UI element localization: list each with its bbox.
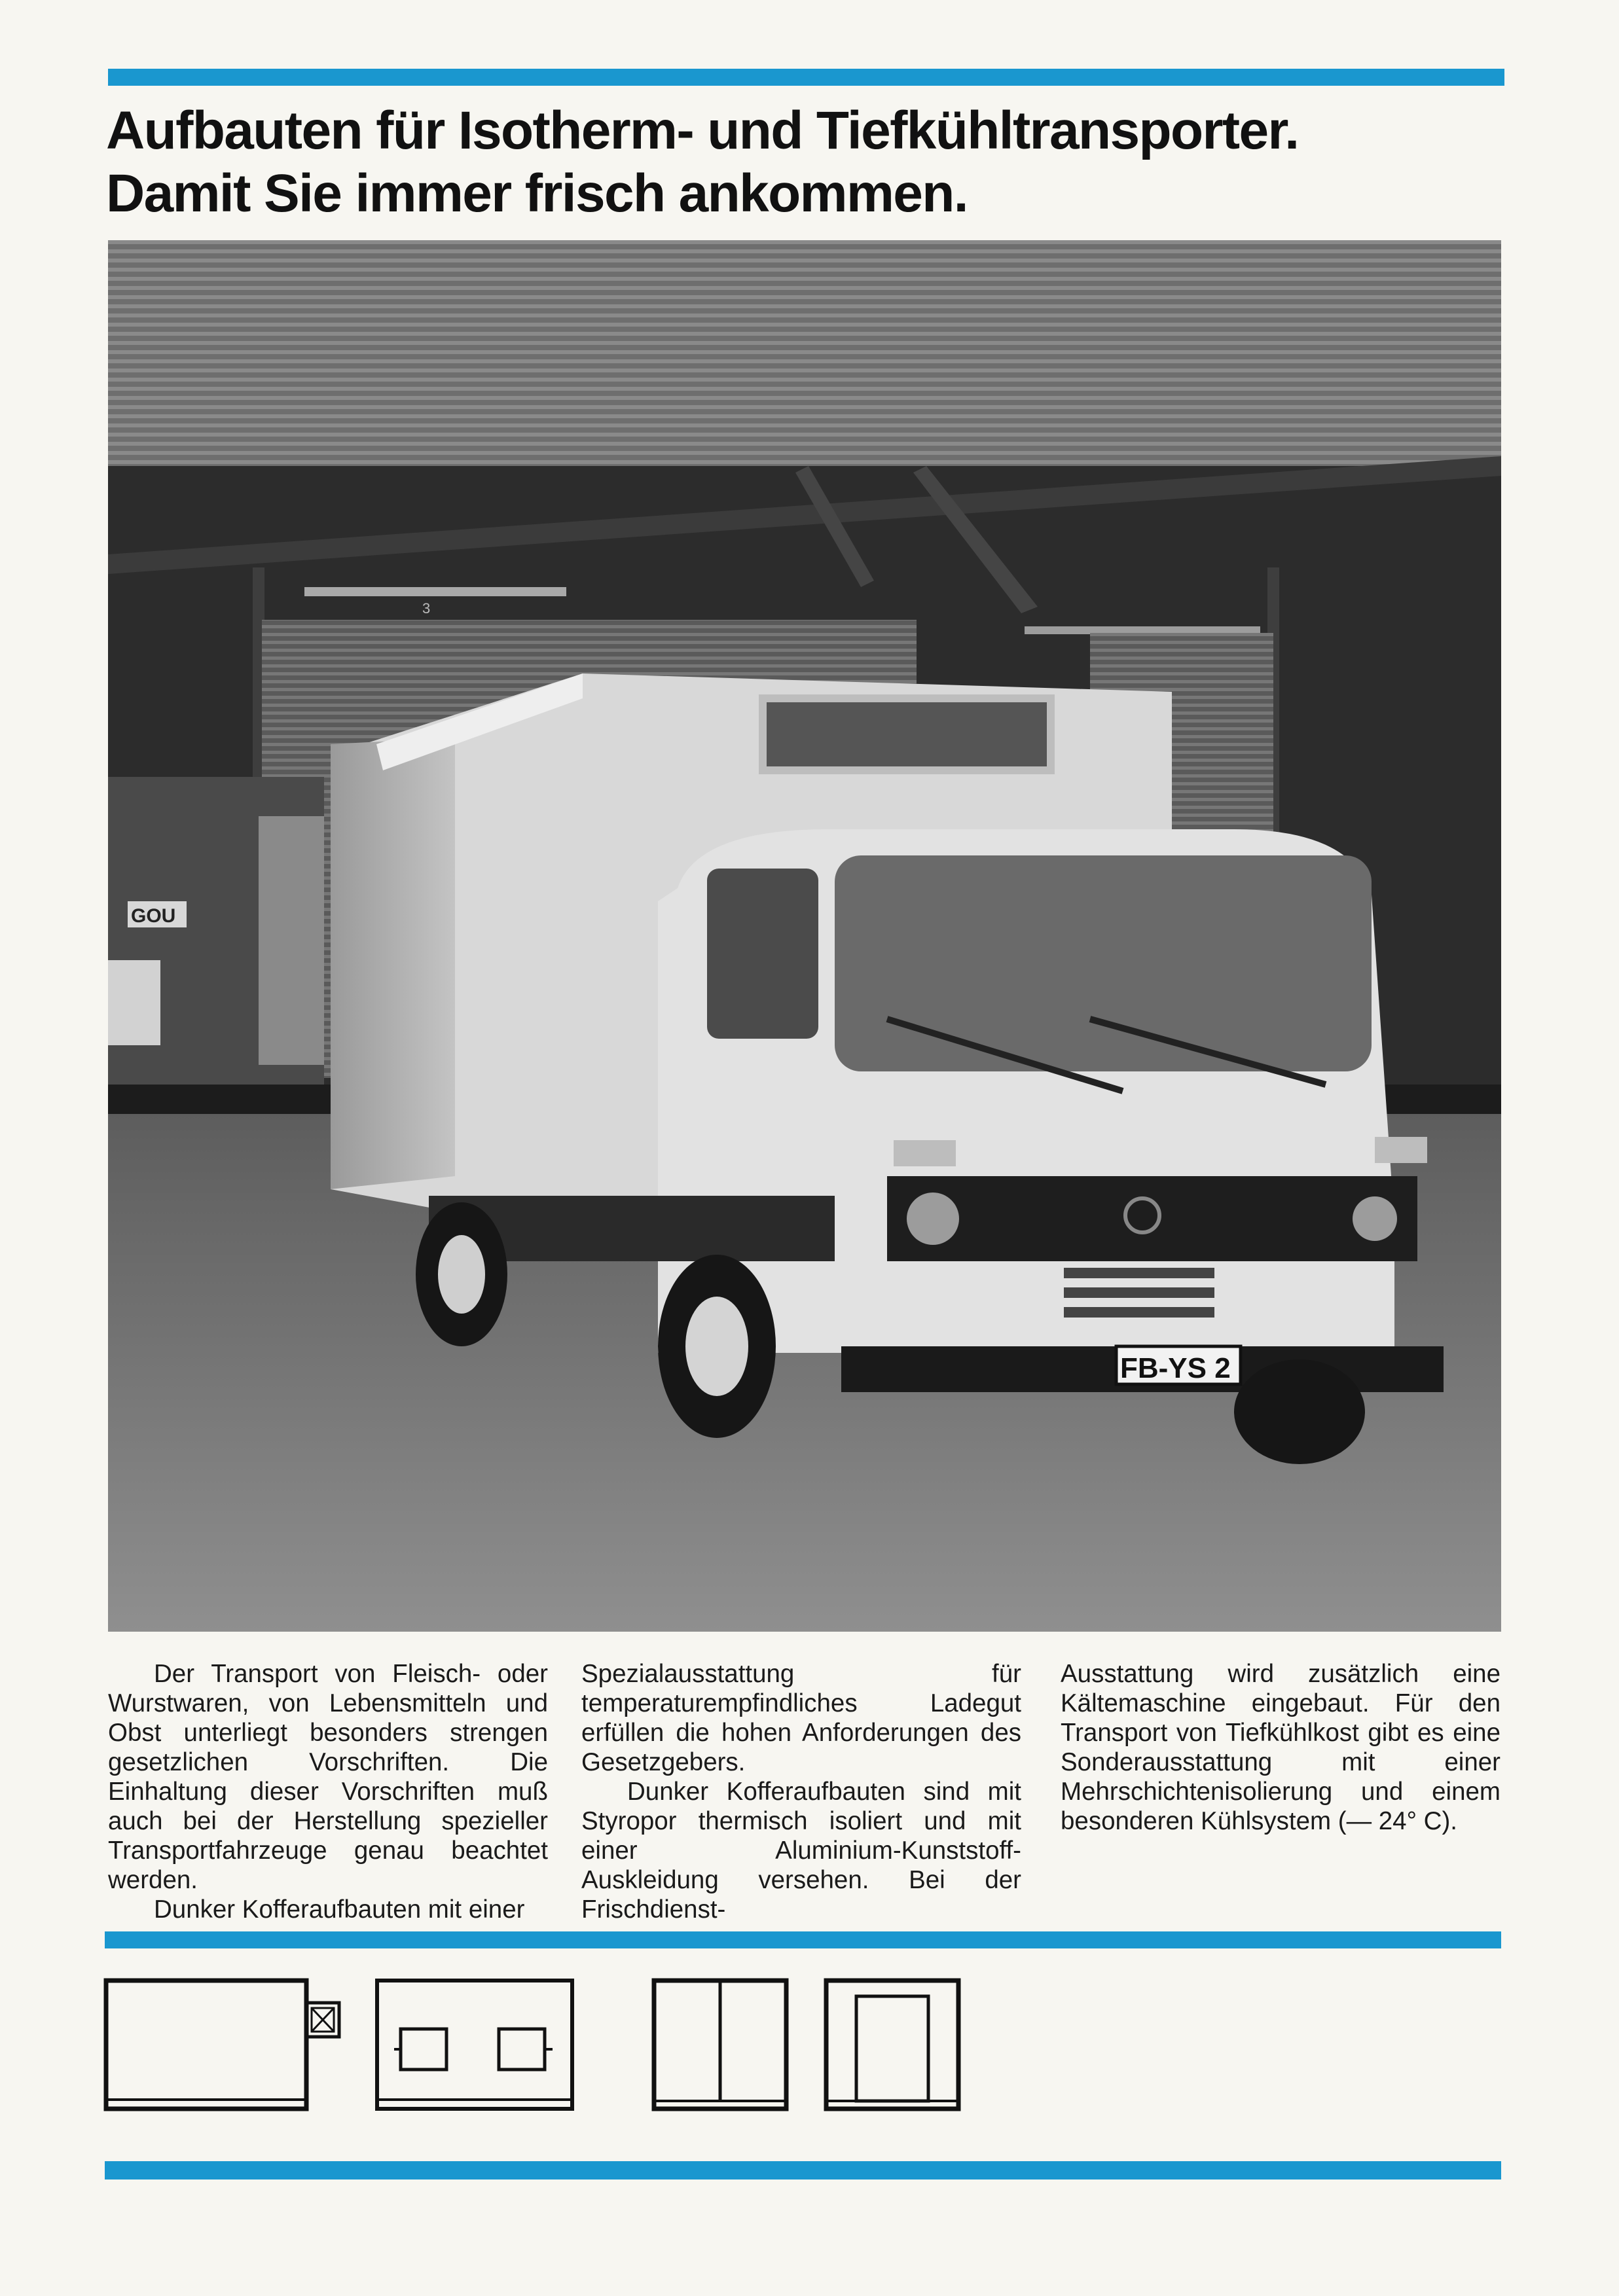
box-rear-double-door-icon <box>651 1978 789 2113</box>
text-column-1 <box>108 1659 548 1924</box>
paragraph: Dunker Kofferaufbauten sind mit Styropor thermisch isoliert und mit einer Aluminium-Kunststoff-Auskleidung versehen. Bei der Frischdienst- <box>581 1778 1021 1924</box>
license-plate: FB-YS 2 <box>1120 1352 1231 1384</box>
headline-line-2: Damit Sie immer frisch ankommen. <box>106 164 968 223</box>
box-side-view-icon <box>103 1978 343 2113</box>
truck-photo <box>108 240 1501 1632</box>
headline-line-1: Aufbauten für Isotherm- und Tiefkühltransporter. <box>106 101 1299 160</box>
text-column-3 <box>1061 1659 1501 1836</box>
dock-number: 3 <box>422 600 431 617</box>
text-column-2 <box>581 1659 1021 1924</box>
paragraph: Dunker Kofferaufbauten mit einer <box>154 1895 525 1924</box>
headline <box>106 99 1546 225</box>
paragraph: Der Transport von Fleisch- oder Wurstwaren, von Lebensmitteln und Obst unterliegt besonders strengen gesetzlichen Vorschriften. Die Einhaltung dieser Vorschriften muß auch bei der Herstellung spezieller Transportfahrzeuge genau beachtet werden. <box>108 1660 548 1894</box>
box-label: GOU <box>131 905 176 927</box>
top-blue-rule <box>108 69 1504 86</box>
paragraph: Ausstattung wird zusätzlich eine Kältemaschine eingebaut. Für den Transport von Tiefkühlkost gibt es eine Sonderausstattung mit einer Mehrschichtenisolierung und einem besonderen Kühlsystem (— 24° C). <box>1061 1660 1501 1835</box>
paragraph: Spezialausstattung für temperaturempfindliches Ladegut erfüllen die hohen Anforderungen des Gesetzgebers. <box>581 1660 1021 1776</box>
box-top-view-icon <box>374 1978 575 2113</box>
box-single-door-icon <box>824 1978 961 2113</box>
middle-blue-rule <box>105 1931 1501 1948</box>
bottom-blue-rule <box>105 2161 1501 2179</box>
